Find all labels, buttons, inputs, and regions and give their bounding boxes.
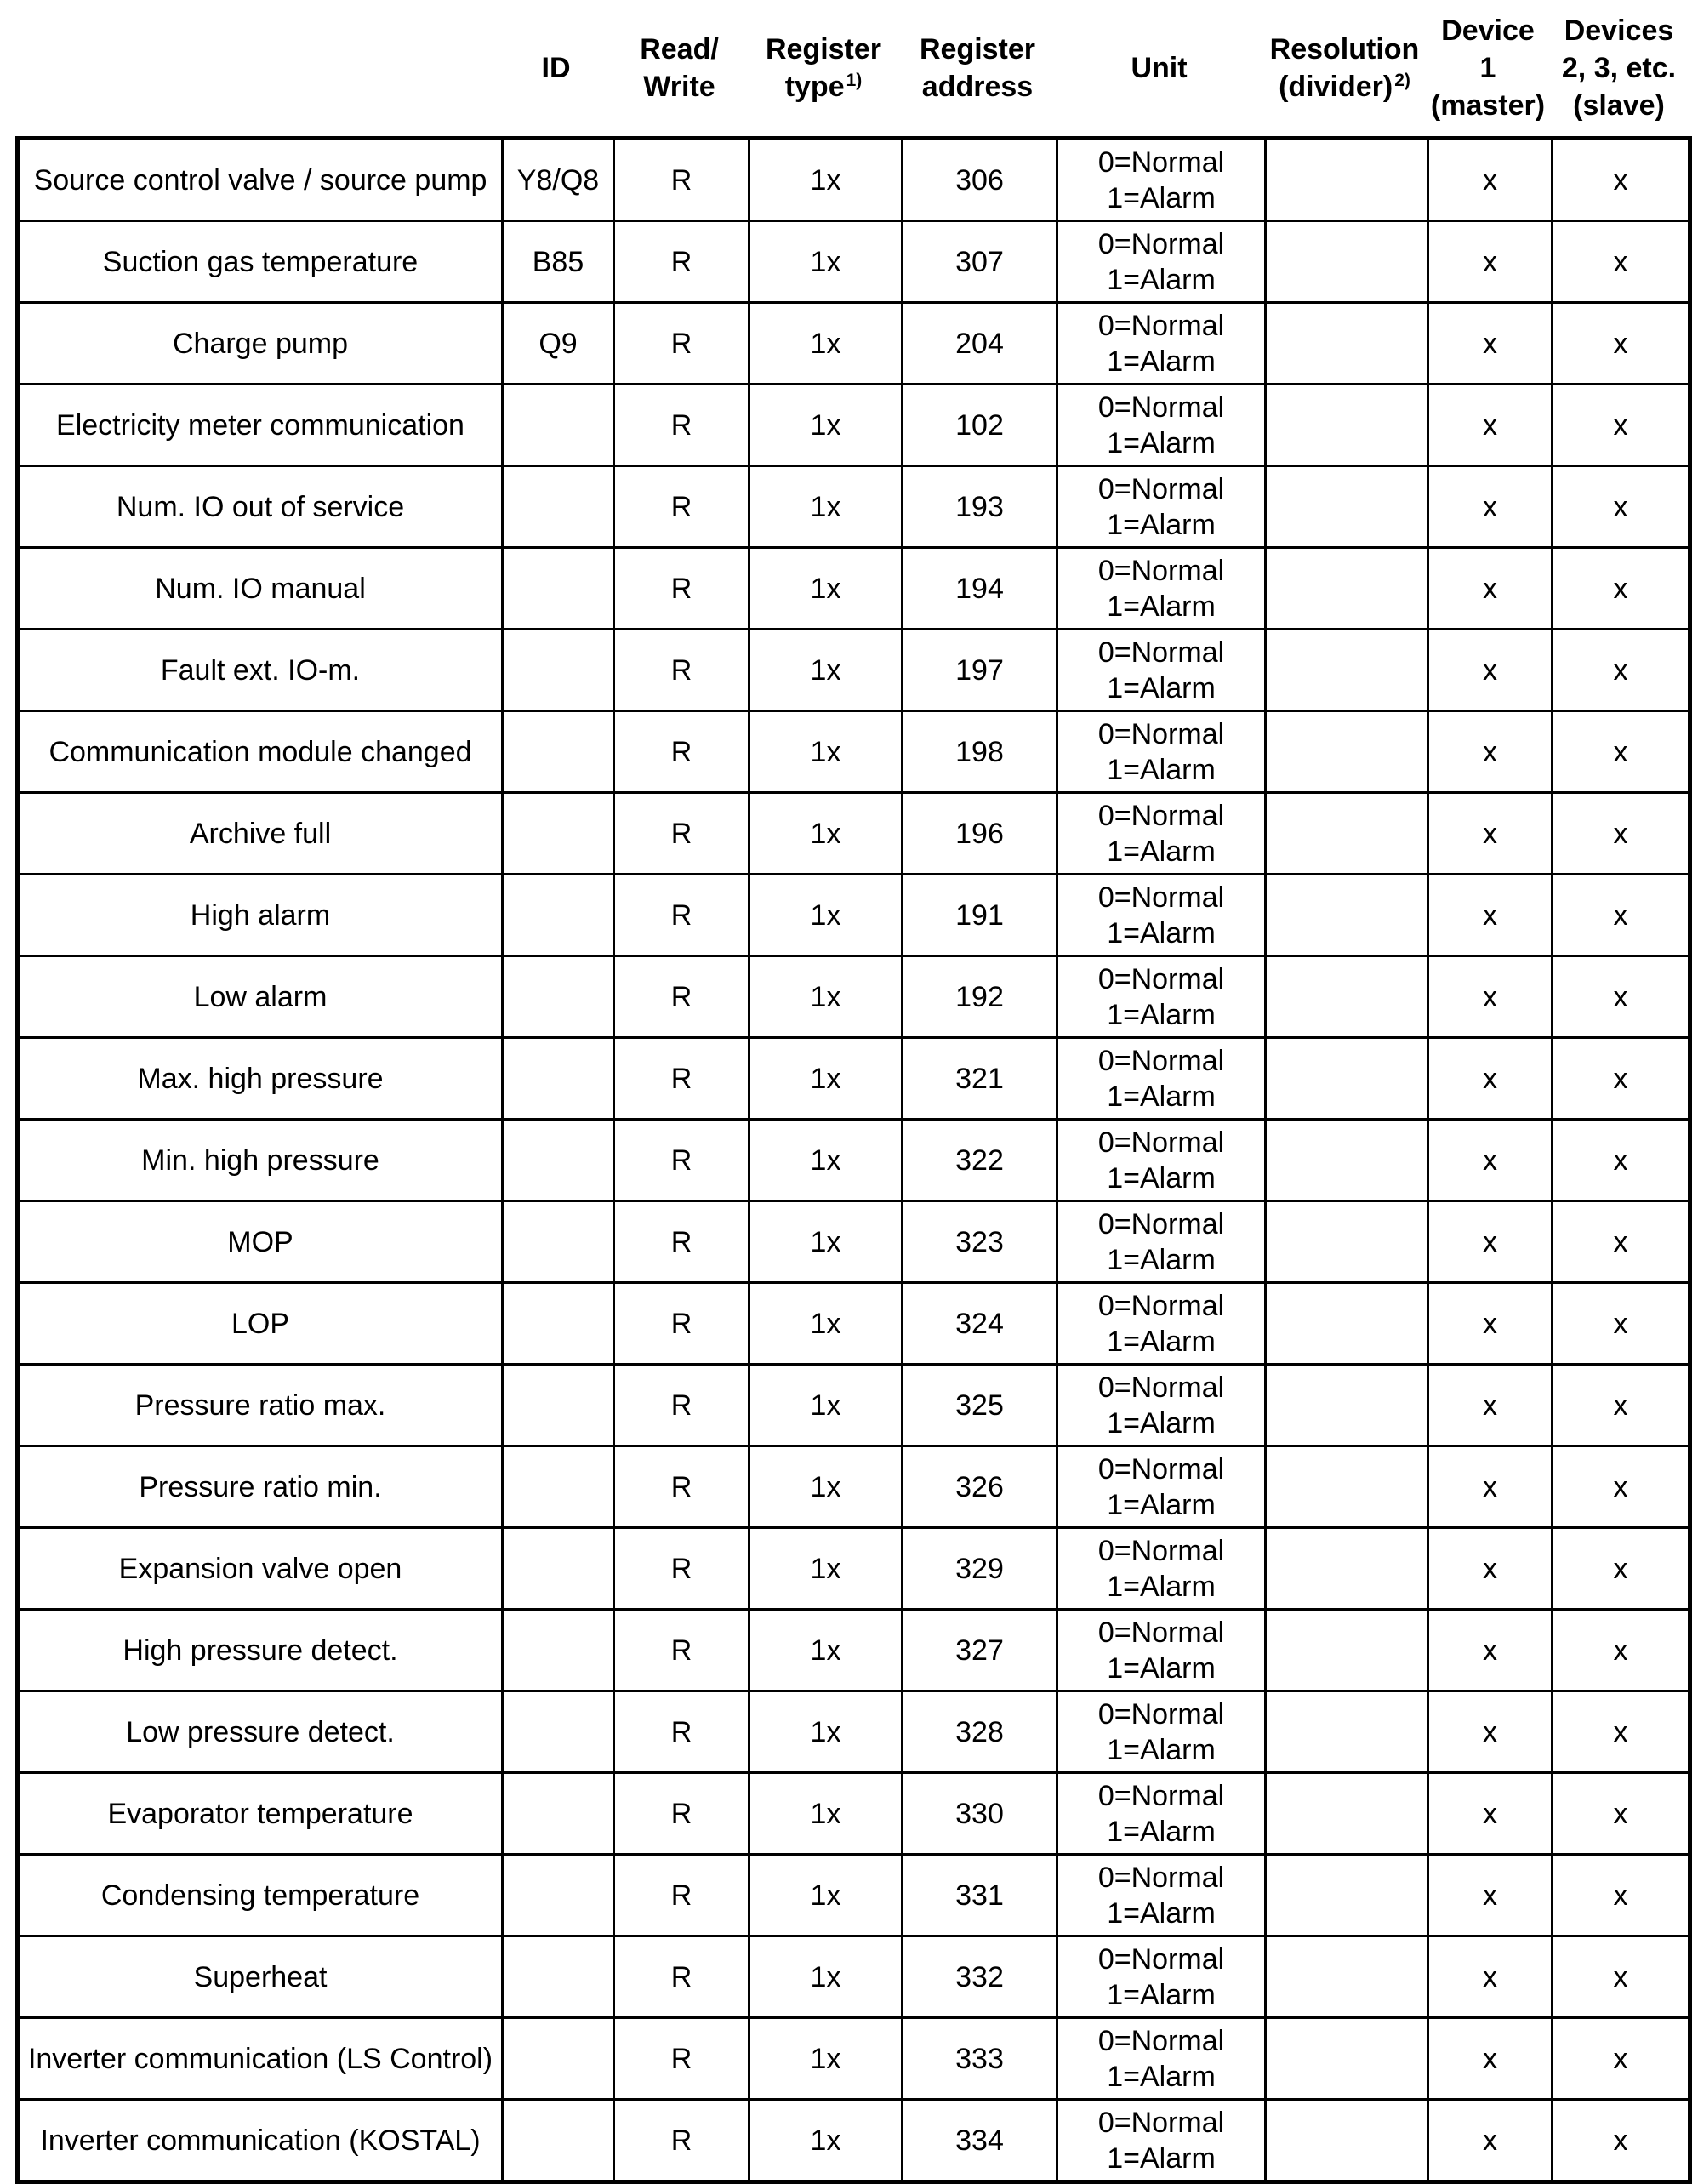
cell-devices-slave: x (1553, 548, 1690, 630)
cell-device-master: x (1428, 956, 1553, 1038)
cell-read-write: R (614, 303, 749, 385)
cell-name: Communication module changed (18, 711, 503, 793)
cell-id (503, 466, 614, 548)
cell-register-address: 323 (903, 1201, 1057, 1283)
cell-read-write: R (614, 1855, 749, 1936)
table-row (18, 1283, 1690, 1365)
cell-unit: 0=Normal 1=Alarm (1057, 1120, 1266, 1201)
cell-id (503, 1120, 614, 1201)
table-row (18, 1365, 1690, 1446)
table-row (18, 385, 1690, 466)
cell-name: Expansion valve open (18, 1528, 503, 1610)
cell-name: Inverter communication (LS Control) (18, 2018, 503, 2100)
cell-read-write: R (614, 1120, 749, 1201)
cell-read-write: R (614, 385, 749, 466)
cell-name: Low pressure detect. (18, 1691, 503, 1773)
cell-device-master: x (1428, 466, 1553, 548)
cell-register-type: 1x (749, 303, 903, 385)
cell-name: LOP (18, 1283, 503, 1365)
cell-register-address: 331 (903, 1855, 1057, 1936)
cell-register-address: 329 (903, 1528, 1057, 1610)
table-row (18, 139, 1690, 221)
table-row (18, 1528, 1690, 1610)
cell-register-address: 333 (903, 2018, 1057, 2100)
cell-id (503, 1691, 614, 1773)
cell-name: Suction gas temperature (18, 221, 503, 303)
cell-read-write: R (614, 1936, 749, 2018)
cell-read-write: R (614, 2100, 749, 2182)
cell-id (503, 875, 614, 956)
cell-read-write: R (614, 1528, 749, 1610)
cell-unit: 0=Normal 1=Alarm (1057, 221, 1266, 303)
cell-device-master: x (1428, 1610, 1553, 1691)
cell-register-type: 1x (749, 139, 903, 221)
table-row (18, 956, 1690, 1038)
cell-device-master: x (1428, 1936, 1553, 2018)
cell-device-master: x (1428, 385, 1553, 466)
cell-read-write: R (614, 1201, 749, 1283)
cell-register-address: 324 (903, 1283, 1057, 1365)
cell-resolution (1266, 1201, 1428, 1283)
cell-id (503, 2100, 614, 2182)
cell-id (503, 1201, 614, 1283)
cell-read-write: R (614, 1446, 749, 1528)
cell-devices-slave: x (1553, 630, 1690, 711)
cell-id (503, 956, 614, 1038)
table-row (18, 303, 1690, 385)
cell-register-type: 1x (749, 385, 903, 466)
table-row (18, 875, 1690, 956)
cell-name: Min. high pressure (18, 1120, 503, 1201)
cell-devices-slave: x (1553, 1038, 1690, 1120)
cell-device-master: x (1428, 548, 1553, 630)
header-resolution: Resolution (divider)$^{2)}$ (1269, 33, 1420, 103)
cell-resolution (1266, 139, 1428, 221)
cell-id (503, 385, 614, 466)
cell-unit: 0=Normal 1=Alarm (1057, 1855, 1266, 1936)
cell-name: Num. IO out of service (18, 466, 503, 548)
cell-resolution (1266, 956, 1428, 1038)
cell-devices-slave: x (1553, 2100, 1690, 2182)
table-row (18, 548, 1690, 630)
cell-resolution (1266, 630, 1428, 711)
cell-register-type: 1x (749, 711, 903, 793)
cell-name: Fault ext. IO-m. (18, 630, 503, 711)
cell-unit: 0=Normal 1=Alarm (1057, 466, 1266, 548)
cell-name: Electricity meter communication (18, 385, 503, 466)
cell-read-write: R (614, 956, 749, 1038)
table-row (18, 221, 1690, 303)
cell-id: B85 (503, 221, 614, 303)
cell-name: High alarm (18, 875, 503, 956)
cell-resolution (1266, 1610, 1428, 1691)
header-register-type: Register type$^{1)}$ (765, 33, 882, 103)
cell-register-type: 1x (749, 1528, 903, 1610)
cell-register-type: 1x (749, 1120, 903, 1201)
cell-devices-slave: x (1553, 1283, 1690, 1365)
cell-read-write: R (614, 548, 749, 630)
cell-devices-slave: x (1553, 303, 1690, 385)
cell-name: Inverter communication (KOSTAL) (18, 2100, 503, 2182)
cell-register-address: 194 (903, 548, 1057, 630)
cell-register-address: 198 (903, 711, 1057, 793)
table-header (0, 0, 1698, 136)
cell-register-address: 102 (903, 385, 1057, 466)
cell-resolution (1266, 1365, 1428, 1446)
cell-register-type: 1x (749, 1610, 903, 1691)
cell-register-type: 1x (749, 2100, 903, 2182)
cell-id (503, 548, 614, 630)
cell-resolution (1266, 1446, 1428, 1528)
cell-device-master: x (1428, 793, 1553, 875)
cell-id (503, 630, 614, 711)
cell-resolution (1266, 2100, 1428, 2182)
cell-devices-slave: x (1553, 466, 1690, 548)
cell-read-write: R (614, 875, 749, 956)
cell-register-address: 306 (903, 139, 1057, 221)
cell-devices-slave: x (1553, 1691, 1690, 1773)
cell-device-master: x (1428, 1446, 1553, 1528)
cell-unit: 0=Normal 1=Alarm (1057, 2100, 1266, 2182)
cell-device-master: x (1428, 2018, 1553, 2100)
cell-register-type: 1x (749, 1201, 903, 1283)
cell-unit: 0=Normal 1=Alarm (1057, 303, 1266, 385)
header-read-write: Read/ Write (640, 33, 719, 103)
cell-unit: 0=Normal 1=Alarm (1057, 1936, 1266, 2018)
cell-name: Source control valve / source pump (18, 139, 503, 221)
cell-name: Condensing temperature (18, 1855, 503, 1936)
cell-unit: 0=Normal 1=Alarm (1057, 630, 1266, 711)
cell-id: Y8/Q8 (503, 139, 614, 221)
cell-name: Superheat (18, 1936, 503, 2018)
table-row (18, 793, 1690, 875)
cell-unit: 0=Normal 1=Alarm (1057, 1283, 1266, 1365)
cell-name: Archive full (18, 793, 503, 875)
cell-resolution (1266, 1283, 1428, 1365)
cell-id (503, 711, 614, 793)
cell-register-type: 1x (749, 1038, 903, 1120)
cell-id (503, 1936, 614, 2018)
cell-register-type: 1x (749, 875, 903, 956)
cell-unit: 0=Normal 1=Alarm (1057, 1691, 1266, 1773)
cell-resolution (1266, 1855, 1428, 1936)
cell-devices-slave: x (1553, 1365, 1690, 1446)
cell-id (503, 793, 614, 875)
cell-resolution (1266, 303, 1428, 385)
cell-resolution (1266, 1038, 1428, 1120)
cell-resolution (1266, 875, 1428, 956)
cell-id (503, 1855, 614, 1936)
table-row (18, 1446, 1690, 1528)
cell-register-type: 1x (749, 466, 903, 548)
cell-device-master: x (1428, 1201, 1553, 1283)
cell-device-master: x (1428, 1855, 1553, 1936)
cell-unit: 0=Normal 1=Alarm (1057, 1610, 1266, 1691)
cell-devices-slave: x (1553, 1773, 1690, 1855)
cell-id (503, 1283, 614, 1365)
cell-device-master: x (1428, 221, 1553, 303)
table-row (18, 1936, 1690, 2018)
header-device-master: Device 1 (master) (1430, 14, 1546, 122)
footnote-1-marker: 1) (846, 70, 863, 90)
cell-register-type: 1x (749, 630, 903, 711)
cell-unit: 0=Normal 1=Alarm (1057, 875, 1266, 956)
cell-name: Low alarm (18, 956, 503, 1038)
cell-devices-slave: x (1553, 875, 1690, 956)
cell-register-address: 307 (903, 221, 1057, 303)
cell-id: Q9 (503, 303, 614, 385)
cell-unit: 0=Normal 1=Alarm (1057, 956, 1266, 1038)
cell-devices-slave: x (1553, 385, 1690, 466)
cell-unit: 0=Normal 1=Alarm (1057, 2018, 1266, 2100)
cell-name: Num. IO manual (18, 548, 503, 630)
cell-read-write: R (614, 1610, 749, 1691)
cell-device-master: x (1428, 303, 1553, 385)
cell-register-type: 1x (749, 221, 903, 303)
cell-register-address: 322 (903, 1120, 1057, 1201)
cell-id (503, 2018, 614, 2100)
cell-devices-slave: x (1553, 956, 1690, 1038)
cell-read-write: R (614, 466, 749, 548)
cell-register-type: 1x (749, 1773, 903, 1855)
cell-resolution (1266, 793, 1428, 875)
cell-devices-slave: x (1553, 1201, 1690, 1283)
cell-register-type: 1x (749, 548, 903, 630)
table-row (18, 1038, 1690, 1120)
cell-name: Charge pump (18, 303, 503, 385)
cell-unit: 0=Normal 1=Alarm (1057, 1528, 1266, 1610)
cell-read-write: R (614, 2018, 749, 2100)
table-row (18, 2100, 1690, 2182)
cell-register-type: 1x (749, 956, 903, 1038)
cell-id (503, 1365, 614, 1446)
cell-device-master: x (1428, 1038, 1553, 1120)
cell-devices-slave: x (1553, 1528, 1690, 1610)
header-name (15, 0, 500, 136)
cell-name: Pressure ratio min. (18, 1446, 503, 1528)
cell-unit: 0=Normal 1=Alarm (1057, 139, 1266, 221)
cell-read-write: R (614, 793, 749, 875)
cell-device-master: x (1428, 139, 1553, 221)
cell-id (503, 1528, 614, 1610)
cell-device-master: x (1428, 875, 1553, 956)
cell-name: High pressure detect. (18, 1610, 503, 1691)
cell-unit: 0=Normal 1=Alarm (1057, 548, 1266, 630)
cell-device-master: x (1428, 1773, 1553, 1855)
table-row (18, 1691, 1690, 1773)
cell-devices-slave: x (1553, 1446, 1690, 1528)
cell-register-address: 193 (903, 466, 1057, 548)
cell-register-type: 1x (749, 1283, 903, 1365)
cell-devices-slave: x (1553, 1855, 1690, 1936)
cell-register-address: 326 (903, 1446, 1057, 1528)
cell-register-type: 1x (749, 1365, 903, 1446)
cell-register-address: 328 (903, 1691, 1057, 1773)
cell-id (503, 1773, 614, 1855)
cell-resolution (1266, 1691, 1428, 1773)
cell-read-write: R (614, 1691, 749, 1773)
header-unit: Unit (1131, 52, 1188, 84)
cell-read-write: R (614, 711, 749, 793)
cell-device-master: x (1428, 1120, 1553, 1201)
modbus-register-table (15, 136, 1692, 2184)
cell-device-master: x (1428, 1528, 1553, 1610)
cell-register-type: 1x (749, 1936, 903, 2018)
cell-device-master: x (1428, 2100, 1553, 2182)
cell-register-address: 325 (903, 1365, 1057, 1446)
cell-register-address: 321 (903, 1038, 1057, 1120)
cell-resolution (1266, 2018, 1428, 2100)
table-row (18, 1201, 1690, 1283)
table-row (18, 1610, 1690, 1691)
cell-device-master: x (1428, 1365, 1553, 1446)
cell-devices-slave: x (1553, 2018, 1690, 2100)
cell-unit: 0=Normal 1=Alarm (1057, 1773, 1266, 1855)
cell-register-address: 191 (903, 875, 1057, 956)
table-row (18, 466, 1690, 548)
cell-read-write: R (614, 630, 749, 711)
cell-devices-slave: x (1553, 221, 1690, 303)
cell-devices-slave: x (1553, 1936, 1690, 2018)
cell-resolution (1266, 385, 1428, 466)
header-devices-slave: Devices 2, 3, etc. (slave) (1561, 14, 1677, 122)
cell-register-address: 196 (903, 793, 1057, 875)
cell-resolution (1266, 1120, 1428, 1201)
table-row (18, 711, 1690, 793)
cell-name: MOP (18, 1201, 503, 1283)
cell-register-address: 204 (903, 303, 1057, 385)
cell-unit: 0=Normal 1=Alarm (1057, 385, 1266, 466)
cell-register-type: 1x (749, 1855, 903, 1936)
cell-unit: 0=Normal 1=Alarm (1057, 711, 1266, 793)
cell-unit: 0=Normal 1=Alarm (1057, 793, 1266, 875)
cell-read-write: R (614, 1283, 749, 1365)
cell-unit: 0=Normal 1=Alarm (1057, 1365, 1266, 1446)
cell-resolution (1266, 711, 1428, 793)
cell-register-address: 327 (903, 1610, 1057, 1691)
cell-resolution (1266, 1773, 1428, 1855)
cell-name: Max. high pressure (18, 1038, 503, 1120)
cell-resolution (1266, 1528, 1428, 1610)
cell-read-write: R (614, 1773, 749, 1855)
cell-device-master: x (1428, 1691, 1553, 1773)
cell-register-address: 197 (903, 630, 1057, 711)
cell-id (503, 1610, 614, 1691)
table-row (18, 1773, 1690, 1855)
cell-resolution (1266, 466, 1428, 548)
cell-device-master: x (1428, 1283, 1553, 1365)
cell-register-address: 332 (903, 1936, 1057, 2018)
table-row (18, 630, 1690, 711)
cell-devices-slave: x (1553, 711, 1690, 793)
cell-device-master: x (1428, 630, 1553, 711)
cell-unit: 0=Normal 1=Alarm (1057, 1038, 1266, 1120)
table-row (18, 2018, 1690, 2100)
cell-register-address: 330 (903, 1773, 1057, 1855)
cell-resolution (1266, 221, 1428, 303)
table-row (18, 1120, 1690, 1201)
cell-register-type: 1x (749, 793, 903, 875)
cell-name: Pressure ratio max. (18, 1365, 503, 1446)
cell-read-write: R (614, 139, 749, 221)
cell-register-type: 1x (749, 1446, 903, 1528)
cell-resolution (1266, 1936, 1428, 2018)
cell-devices-slave: x (1553, 793, 1690, 875)
cell-register-address: 334 (903, 2100, 1057, 2182)
cell-id (503, 1038, 614, 1120)
cell-devices-slave: x (1553, 1120, 1690, 1201)
header-register-address: Register address (919, 33, 1036, 103)
cell-device-master: x (1428, 711, 1553, 793)
cell-devices-slave: x (1553, 139, 1690, 221)
footnote-2-marker: 2) (1394, 70, 1410, 90)
cell-read-write: R (614, 221, 749, 303)
cell-register-address: 192 (903, 956, 1057, 1038)
cell-resolution (1266, 548, 1428, 630)
cell-register-type: 1x (749, 1691, 903, 1773)
cell-id (503, 1446, 614, 1528)
header-id: ID (541, 52, 571, 84)
cell-read-write: R (614, 1038, 749, 1120)
cell-devices-slave: x (1553, 1610, 1690, 1691)
table-row (18, 1855, 1690, 1936)
cell-name: Evaporator temperature (18, 1773, 503, 1855)
cell-register-type: 1x (749, 2018, 903, 2100)
cell-unit: 0=Normal 1=Alarm (1057, 1201, 1266, 1283)
cell-unit: 0=Normal 1=Alarm (1057, 1446, 1266, 1528)
table-body (18, 139, 1690, 2182)
cell-read-write: R (614, 1365, 749, 1446)
